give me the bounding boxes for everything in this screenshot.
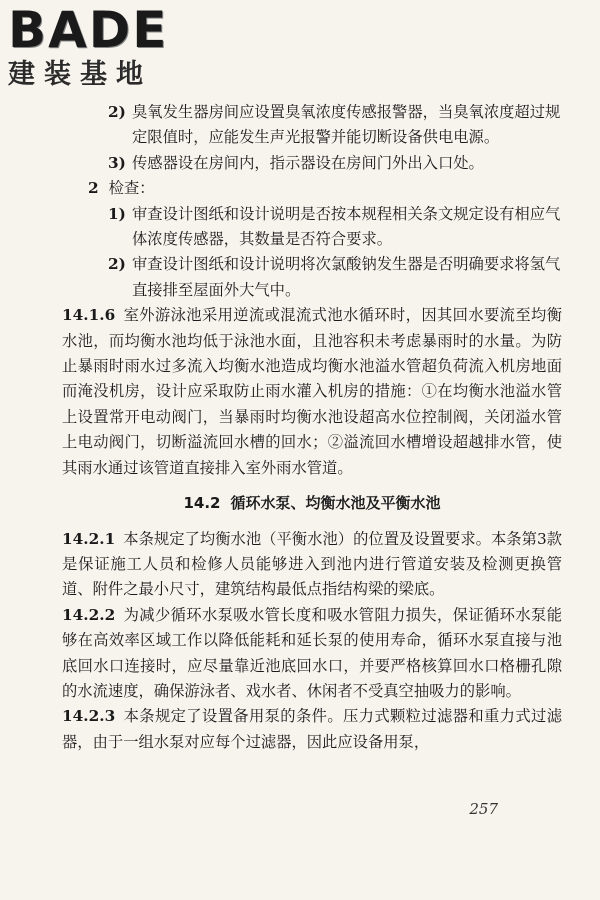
logo-subtitle: 建装基地 — [8, 59, 152, 90]
clause-14-1-6 — [62, 303, 562, 481]
list-item-text: 审查设计图纸和设计说明是否按本规程相关条文规定设有相应气体浓度传感器，其数量是否符合要求。 — [132, 204, 561, 249]
clause-number: 14.2.2 — [62, 605, 116, 624]
list-item-text: 传感器设在房间内，指示器设在房间门外出入口处。 — [132, 153, 484, 172]
clause-text: 本条规定了设置备用泵的条件。压力式颗粒过滤器和重力式过滤器，由于一组水泵对应每个过滤器，因此应设备用泵， — [62, 707, 562, 751]
logo-mark: BADE — [8, 1, 169, 59]
section-number: 14.2 — [183, 494, 221, 513]
clause-14-2-1 — [62, 527, 562, 603]
list-item-number: 2) — [108, 255, 126, 274]
document-body — [62, 100, 562, 755]
clause-text: 本条规定了均衡水池（平衡水池）的位置及设置要求。本条第3款是保证施工人员和检修人员能够进入到池内进行管道安装及检测更换管道、附件之最小尺寸，建筑结构最低点指结构梁的梁底。 — [62, 529, 562, 599]
section-title: 循环水泵、均衡水池及平衡水池 — [230, 494, 441, 513]
list-item-number: 2) — [108, 103, 126, 121]
check-number: 2 — [88, 179, 99, 198]
list-item — [62, 100, 562, 151]
list-item — [62, 252, 562, 303]
list-item-number: 1) — [108, 204, 126, 223]
check-heading — [62, 176, 562, 201]
check-label: 检查： — [108, 179, 155, 198]
list-item — [62, 151, 562, 176]
bade-logo — [8, 1, 208, 92]
clause-number: 14.2.1 — [62, 529, 116, 548]
clause-text: 为减少循环水泵吸水管长度和吸水管阻力损失，保证循环水泵能够在高效率区域工作以降低能耗和延长泵的使用寿命，循环水泵直接与池底回水口连接时，应尽量靠近池底回水口，并要严格核算回水口格栅孔隙的水流速度，确保游泳者、戏水者、休闲者不受真空抽吸力的影响。 — [62, 605, 562, 700]
page-number: 257 — [469, 800, 498, 818]
clause-text: 室外游泳池采用逆流或混流式池水循环时，因其回水要流至均衡水池，而均衡水池均低于泳池水面，且池容积未考虑暴雨时的水量。为防止暴雨时雨水过多流入均衡水池造成均衡水池溢水管超负荷流入机房地面而淹没机房，设计应采取防止雨水灌入机房的措施：①在均衡水池溢水管上设置常开电动阀门，当暴雨时均衡水池设超高水位控制阀，关闭溢水管上电动阀门，切断溢流回水槽的回水；②溢流回水槽增设超越排水管，使其雨水通过该管道直接排入室外雨水管道。 — [62, 306, 562, 477]
list-item — [62, 202, 562, 253]
list-item-text: 审查设计图纸和设计说明将次氯酸钠发生器是否明确要求将氢气直接排至屋面外大气中。 — [132, 255, 561, 299]
list-item-number: 3) — [108, 153, 126, 172]
list-item-text: 臭氧发生器房间应设置臭氧浓度传感报警器，当臭氧浓度超过规定限值时，应能发生声光报警并能切断设备供电电源。 — [132, 103, 561, 147]
clause-14-2-3 — [62, 704, 562, 755]
clause-number: 14.2.3 — [62, 707, 116, 726]
clause-14-2-2 — [62, 603, 562, 705]
clause-number: 14.1.6 — [62, 306, 116, 325]
section-heading — [62, 491, 562, 516]
